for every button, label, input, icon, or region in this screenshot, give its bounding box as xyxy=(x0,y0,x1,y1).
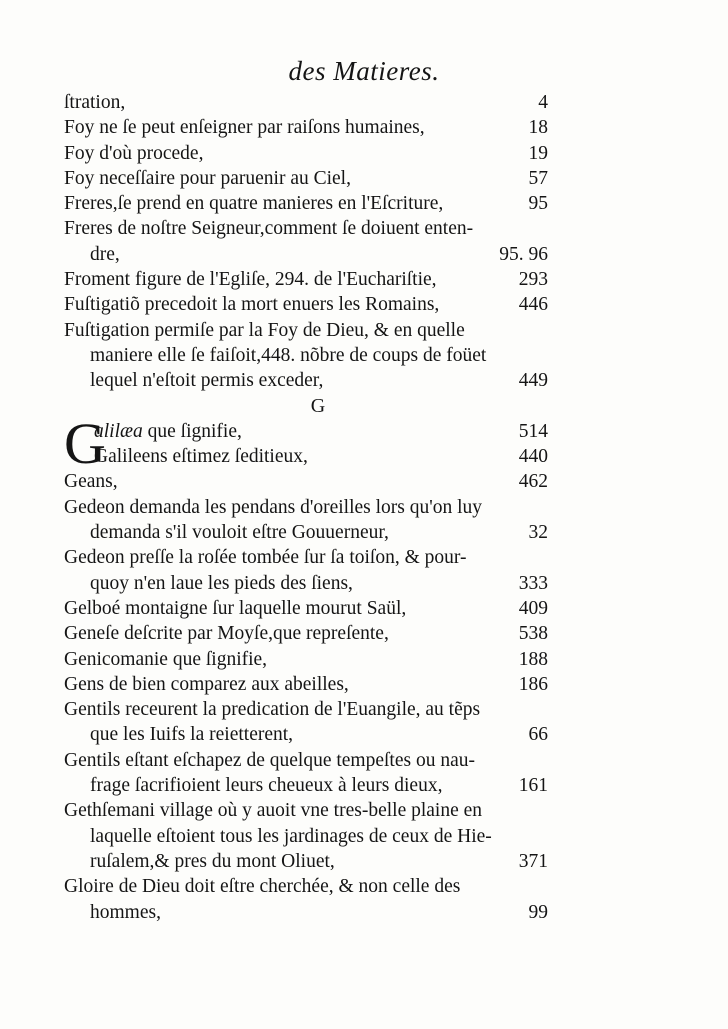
index-entry xyxy=(64,798,552,874)
entry-continuation-line xyxy=(64,824,552,849)
entry-continuation-line xyxy=(64,368,552,393)
index-entry xyxy=(64,545,552,596)
entry-line xyxy=(64,647,552,672)
entry-line xyxy=(64,115,552,140)
index-entry xyxy=(64,141,552,166)
entry-text: ſtration, xyxy=(64,92,126,113)
entry-continuation-line xyxy=(64,343,552,368)
entry-continuation-line xyxy=(64,571,552,596)
index-entry xyxy=(64,647,552,672)
entry-page-number: 333 xyxy=(518,572,548,594)
entry-line xyxy=(64,672,552,697)
section-letter: G xyxy=(310,394,326,417)
entry-text: Fuſtigation permiſe par la Foy de Dieu, & en quelle xyxy=(64,319,465,341)
index-entry xyxy=(64,874,552,925)
entry-text: Geneſe deſcrite par Moyſe,que repreſente, xyxy=(64,623,389,645)
index-entry xyxy=(64,115,552,140)
running-head: des Matieres. xyxy=(288,56,440,86)
entry-line xyxy=(64,495,552,520)
entry-line xyxy=(64,798,552,823)
index-entries-g xyxy=(64,469,552,924)
entry-page-number: 449 xyxy=(518,370,548,392)
entry-text: frage ſacrifioient leurs cheueux à leurs dieux, xyxy=(90,775,443,797)
entry-page-number: 462 xyxy=(518,471,548,493)
entry-continuation-line xyxy=(64,722,552,747)
entry-line xyxy=(64,318,552,343)
entry-page-number: 32 xyxy=(528,522,548,544)
entry-text: Geans, xyxy=(64,471,118,493)
entry-text: Genicomanie que ſignifie, xyxy=(64,648,268,670)
entry-continuation-line xyxy=(64,520,552,545)
entry-page-number: 95. 96 xyxy=(499,243,548,265)
entry-page-number: 66 xyxy=(528,724,548,746)
index-entry xyxy=(64,621,552,646)
entry-line xyxy=(64,545,552,570)
index-entry xyxy=(64,469,552,494)
entry-text: Gloire de Dieu doit eſtre cherchée, & non celle des xyxy=(64,876,461,898)
entry-page-number: 99 xyxy=(528,901,548,923)
entry-text: Gedeon demanda les pendans d'oreilles lors qu'on luy xyxy=(64,496,483,518)
entry-page-number: 440 xyxy=(518,446,548,468)
entry-page-number: 57 xyxy=(528,167,548,189)
index-entry xyxy=(64,166,552,191)
entry-continuation-line xyxy=(64,773,552,798)
entry-text: Freres,ſe prend en quatre manieres en l'Eſcriture, xyxy=(64,193,444,215)
entry-line xyxy=(64,697,552,722)
entry-line xyxy=(64,748,552,773)
entry-text: Gethſemani village où y auoit vne tres-belle plaine en xyxy=(64,800,483,822)
entry-text: que ſignifie, xyxy=(142,420,242,442)
entry-text: quoy n'en laue les pieds des ſiens, xyxy=(90,572,353,594)
entry-page-number: 186 xyxy=(518,673,548,695)
entry-page-number: 371 xyxy=(518,850,548,872)
entry-line xyxy=(64,874,552,899)
entry-line xyxy=(64,216,552,241)
entry-page-number: 161 xyxy=(518,775,548,797)
drop-cap: G xyxy=(64,410,106,476)
entry-text: Gedeon preſſe la roſée tombée ſur ſa toiſon, & pour- xyxy=(64,547,467,569)
entry-text: lequel n'eſtoit permis exceder, xyxy=(90,370,324,392)
entry-page-number: 293 xyxy=(518,269,548,291)
index-entry xyxy=(64,419,552,444)
entry-text: Gentils eſtant eſchapez de quelque tempeſtes ou nau- xyxy=(64,749,475,771)
entry-page-number: 446 xyxy=(518,294,548,316)
entry-text: hommes, xyxy=(90,901,161,923)
entry-line xyxy=(64,90,552,115)
entry-text: Gens de bien comparez aux abeilles, xyxy=(64,673,349,695)
entry-text: Gelboé montaigne ſur laquelle mourut Saül, xyxy=(64,597,407,619)
entry-page-number: 95 xyxy=(528,193,548,215)
entry-page-number: 188 xyxy=(518,648,548,670)
index-entry xyxy=(64,697,552,748)
index-list xyxy=(64,90,552,925)
entry-text: Galileens eſtimez ſeditieux, xyxy=(94,446,308,468)
entry-headword-italic: alilæa xyxy=(94,420,143,442)
entry-page-number: 409 xyxy=(518,597,548,619)
index-entry xyxy=(64,267,552,292)
entry-line xyxy=(64,191,552,216)
entry-text: Foy neceſſaire pour paruenir au Ciel, xyxy=(64,167,351,189)
entry-text: Foy d'où procede, xyxy=(64,142,204,164)
entry-continuation-line xyxy=(64,849,552,874)
index-entry xyxy=(64,191,552,216)
entry-text: Foy ne ſe peut enſeigner par raiſons humaines, xyxy=(64,117,425,139)
entry-line xyxy=(64,166,552,191)
entry-line xyxy=(64,469,552,494)
entry-line xyxy=(64,267,552,292)
entry-continuation-line xyxy=(64,900,552,925)
entry-text: Fuſtigatiõ precedoit la mort enuers les Romains, xyxy=(64,294,440,316)
index-entry xyxy=(64,596,552,621)
index-entry xyxy=(64,292,552,317)
entry-text: laquelle eſtoient tous les jardinages de ceux de Hie- xyxy=(90,825,492,847)
entry-text: Gentils receurent la predication de l'Euangile, au tẽps xyxy=(64,699,481,721)
index-entry xyxy=(64,444,552,469)
entry-page-number: 538 xyxy=(518,623,548,645)
entry-continuation-line xyxy=(64,242,552,267)
entry-text: dre, xyxy=(90,243,120,265)
entry-text: Freres de noſtre Seigneur,comment ſe doiuent enten- xyxy=(64,218,474,240)
entry-page-number: 19 xyxy=(528,142,548,164)
entry-line xyxy=(64,596,552,621)
entry-line xyxy=(64,292,552,317)
index-entry xyxy=(64,216,552,267)
entry-page-number: 4 xyxy=(538,92,548,113)
entry-text: demanda s'il vouloit eſtre Gouuerneur, xyxy=(90,522,389,544)
entry-line xyxy=(64,141,552,166)
entry-line xyxy=(64,621,552,646)
entry-text: Froment figure de l'Egliſe, 294. de l'Euchariſtie, xyxy=(64,269,437,291)
entry-page-number: 18 xyxy=(528,117,548,139)
index-entry xyxy=(64,672,552,697)
index-entries-f xyxy=(64,90,552,394)
entry-text: ruſalem,& pres du mont Oliuet, xyxy=(90,850,335,872)
index-entry xyxy=(64,748,552,799)
index-entry xyxy=(64,90,552,115)
entry-text: maniere elle ſe faiſoit,448. nõbre de coups de foüet xyxy=(90,344,487,366)
index-entry xyxy=(64,318,552,394)
index-entry xyxy=(64,495,552,546)
entry-page-number: 514 xyxy=(518,420,548,442)
entry-text: que les Iuifs la reietterent, xyxy=(90,724,294,746)
drop-cap-entries xyxy=(64,410,552,476)
